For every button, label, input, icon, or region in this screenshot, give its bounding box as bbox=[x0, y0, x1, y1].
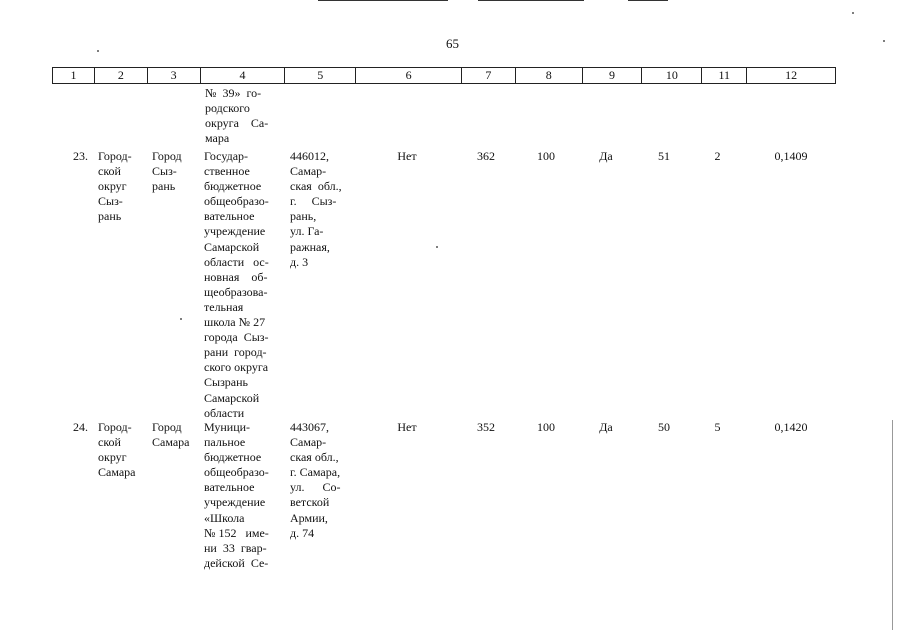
column-header: 11 bbox=[702, 68, 747, 83]
scan-speck bbox=[180, 318, 182, 320]
locality-cell: Город Сыз- рань bbox=[152, 149, 182, 194]
scan-artifact-line bbox=[478, 0, 584, 1]
col7-cell: 352 bbox=[477, 420, 495, 434]
col10-cell: 51 bbox=[658, 149, 670, 163]
col8-cell: 100 bbox=[537, 420, 555, 434]
col9-cell: Да bbox=[599, 420, 613, 434]
continued-institution-name: № 39» го- родского округа Са- мара bbox=[205, 86, 269, 146]
col10-cell: 50 bbox=[658, 420, 670, 434]
scan-artifact-line bbox=[628, 0, 668, 1]
column-header: 9 bbox=[583, 68, 643, 83]
row-number: 23. bbox=[73, 149, 88, 163]
institution-name-cell: Государ- ственное бюджетное общеобразо- вательное учреждение Самарской области ос- новная об- щеобразова- тельная школа № 27 города Сыз- рани город- ского округа Сызрань Самарской области bbox=[204, 149, 269, 420]
scan-artifact-line bbox=[318, 0, 448, 1]
scan-speck bbox=[852, 12, 854, 14]
col12-cell: 0,1420 bbox=[774, 420, 808, 434]
district-cell: Город- ской округ Самара bbox=[98, 420, 136, 480]
row-number: 24. bbox=[73, 420, 88, 434]
scan-speck bbox=[436, 246, 438, 248]
column-header: 5 bbox=[285, 68, 356, 83]
col6-cell: Нет bbox=[397, 149, 417, 163]
column-header: 10 bbox=[642, 68, 702, 83]
address-cell: 446012, Самар- ская обл., г. Сыз- рань, ул. Га- ражная, д. 3 bbox=[290, 149, 342, 269]
table-column-header-row bbox=[52, 67, 836, 84]
column-header: 4 bbox=[201, 68, 286, 83]
col12-cell: 0,1409 bbox=[774, 149, 808, 163]
col7-cell: 362 bbox=[477, 149, 495, 163]
column-header: 8 bbox=[516, 68, 583, 83]
page-number: 65 bbox=[446, 36, 459, 51]
col11-cell: 5 bbox=[714, 420, 721, 434]
scan-artifact-line bbox=[892, 420, 893, 630]
col11-cell: 2 bbox=[714, 149, 721, 163]
column-header: 6 bbox=[356, 68, 462, 83]
col8-cell: 100 bbox=[537, 149, 555, 163]
column-header: 1 bbox=[53, 68, 95, 83]
column-header: 7 bbox=[462, 68, 516, 83]
institution-name-cell: Муници- пальное бюджетное общеобразо- вательное учреждение «Школа № 152 име- ни 33 гвар- дейской Се- bbox=[204, 420, 269, 570]
address-cell: 443067, Самар- ская обл., г. Самара, ул. Со- ветской Армии, д. 74 bbox=[290, 420, 341, 540]
column-header: 3 bbox=[148, 68, 201, 83]
col9-cell: Да bbox=[599, 149, 613, 163]
col6-cell: Нет bbox=[397, 420, 417, 434]
district-cell: Город- ской округ Сыз- рань bbox=[98, 149, 132, 224]
locality-cell: Город Самара bbox=[152, 420, 190, 450]
column-header: 2 bbox=[95, 68, 148, 83]
column-header: 12 bbox=[785, 68, 798, 82]
